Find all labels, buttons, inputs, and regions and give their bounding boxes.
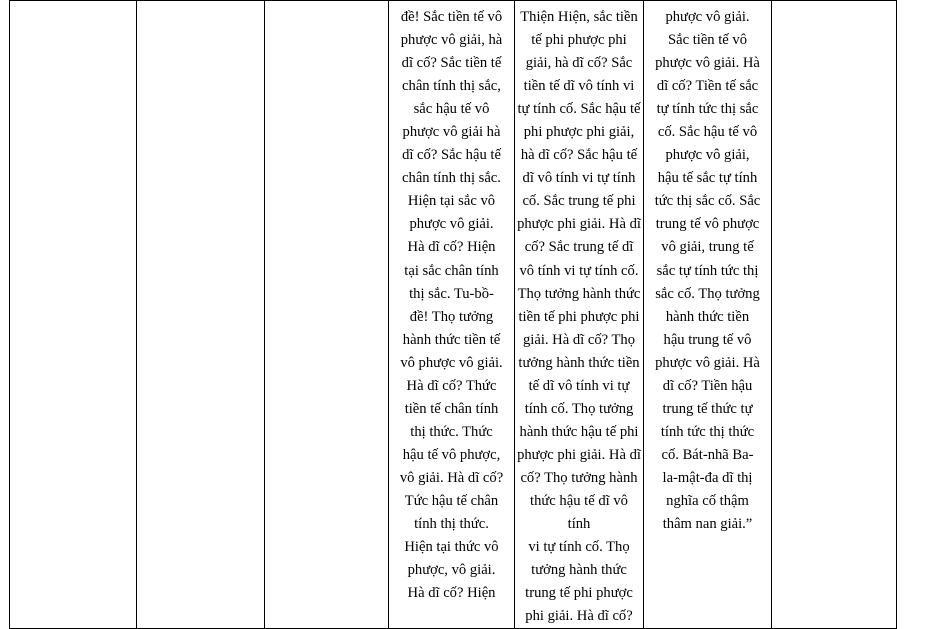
text-line: tế phi phược phi (517, 29, 641, 52)
table-cell-col-7 (772, 1, 897, 629)
text-line: cố? Thọ tưởng hành (517, 467, 641, 490)
text-line: vô giải, trung tế (646, 236, 769, 259)
text-line: tưởng hành thức tiền (517, 352, 641, 375)
text-line: phi giải. Hà dĩ cố? (517, 605, 641, 628)
text-line: thâm nan giải.” (646, 513, 769, 536)
text-line: đề! Sắc tiền tế vô (391, 6, 512, 29)
text-line: chân tính thị sắc, (391, 75, 512, 98)
table-cell-col-1 (10, 1, 137, 629)
text-line: chân tính thị sắc. (391, 167, 512, 190)
text-line: sắc tự tính tức thị (646, 260, 769, 283)
text-line: tính cố. Thọ tưởng (517, 398, 641, 421)
text-line: hậu trung tế vô (646, 329, 769, 352)
text-line: thức hậu tế dĩ vô tính (517, 490, 641, 536)
table-row (10, 1, 925, 629)
text-line: giải, hà dĩ cố? Sắc (517, 52, 641, 75)
text-line: tại sắc chân tính (391, 260, 512, 283)
text-line: phược vô giải. Hà (646, 52, 769, 75)
text-line: hành thức tiền tế (391, 329, 512, 352)
text-line: vô giải. Hà dĩ cố? (391, 467, 512, 490)
text-line: tính tức thị thức (646, 421, 769, 444)
cell-text-col-4 (389, 1, 514, 605)
text-line: trung tế phi phược (517, 582, 641, 605)
text-line: Hiện tại thức vô (391, 536, 512, 559)
text-line: Hà dĩ cố? Hiện (391, 582, 512, 605)
text-line: dĩ cố? Tiền tế sắc (646, 75, 769, 98)
cell-text-col-6 (644, 1, 771, 536)
text-line: tự tính cố. Sắc hậu tế (517, 98, 641, 121)
text-line: thị thức. Thức (391, 421, 512, 444)
text-line: hành thức tiền (646, 306, 769, 329)
text-line: Tức hậu tế chân (391, 490, 512, 513)
text-line: Hiện tại sắc vô (391, 190, 512, 213)
text-line: tức thị sắc cố. Sắc (646, 190, 769, 213)
text-line: hành thức hậu tế phi (517, 421, 641, 444)
text-line: phược vô giải. (391, 213, 512, 236)
table-cell-col-6 (644, 1, 772, 629)
text-line: tiền tế chân tính (391, 398, 512, 421)
text-line: Thọ tưởng hành thức (517, 283, 641, 306)
text-line: dĩ cố? Sắc hậu tế (391, 144, 512, 167)
text-line: Sắc tiền tế vô (646, 29, 769, 52)
text-line: dĩ cố? Tiền hậu (646, 375, 769, 398)
table-cell-col-3 (265, 1, 389, 629)
text-line: phược phi giải. Hà dĩ (517, 444, 641, 467)
table-cell-col-4 (389, 1, 515, 629)
cell-text-col-5 (515, 1, 643, 628)
text-line: Thiện Hiện, sắc tiền (517, 6, 641, 29)
text-line: vi tự tính cố. Thọ (517, 536, 641, 559)
text-line: vô tính vi tự tính cố. (517, 260, 641, 283)
text-line: tính thị thức. (391, 513, 512, 536)
text-line: tưởng hành thức (517, 559, 641, 582)
text-line: tiền tế dĩ vô tính vi (517, 75, 641, 98)
text-line: la-mật-đa dĩ thị (646, 467, 769, 490)
text-line: hậu tế vô phược, (391, 444, 512, 467)
text-line: cố. Bát-nhã Ba- (646, 444, 769, 467)
text-line: tế dĩ vô tính vi tự (517, 375, 641, 398)
text-line: dĩ vô tính vi tự tính (517, 167, 641, 190)
text-line: phi phược phi giải, (517, 121, 641, 144)
text-line: nghĩa cố thậm (646, 490, 769, 513)
text-line: cố? Sắc trung tế dĩ (517, 236, 641, 259)
text-line: phược vô giải hà (391, 121, 512, 144)
text-line: phược vô giải. (646, 6, 769, 29)
text-line: Hà dĩ cố? Thức (391, 375, 512, 398)
text-line: thị sắc. Tu-bồ- (391, 283, 512, 306)
text-line: giải. Hà dĩ cố? Thọ (517, 329, 641, 352)
text-line: cố. Sắc hậu tế vô (646, 121, 769, 144)
text-line: phược vô giải, (646, 144, 769, 167)
text-line: dĩ cố? Sắc tiền tế (391, 52, 512, 75)
text-line: phược phi giải. Hà dĩ (517, 213, 641, 236)
text-line: hậu tế sắc tự tính (646, 167, 769, 190)
text-line: tự tính tức thị sắc (646, 98, 769, 121)
text-line: trung tế vô phược (646, 213, 769, 236)
text-line: Hà dĩ cố? Hiện (391, 236, 512, 259)
text-line: hà dĩ cố? Sắc hậu tế (517, 144, 641, 167)
text-line: sắc hậu tế vô (391, 98, 512, 121)
text-line: phược vô giải. Hà (646, 352, 769, 375)
text-line: đề! Thọ tưởng (391, 306, 512, 329)
text-line: cố. Sắc trung tế phi (517, 190, 641, 213)
table-cell-col-2 (137, 1, 265, 629)
text-line: trung tế thức tự (646, 398, 769, 421)
text-line: phược, vô giải. (391, 559, 512, 582)
sutra-comparison-table (9, 0, 925, 629)
text-line: phược vô giải, hà (391, 29, 512, 52)
table-cell-col-5 (515, 1, 644, 629)
text-line: sắc cố. Thọ tưởng (646, 283, 769, 306)
text-line: tiền tế phi phược phi (517, 306, 641, 329)
text-line: vô phược vô giải. (391, 352, 512, 375)
